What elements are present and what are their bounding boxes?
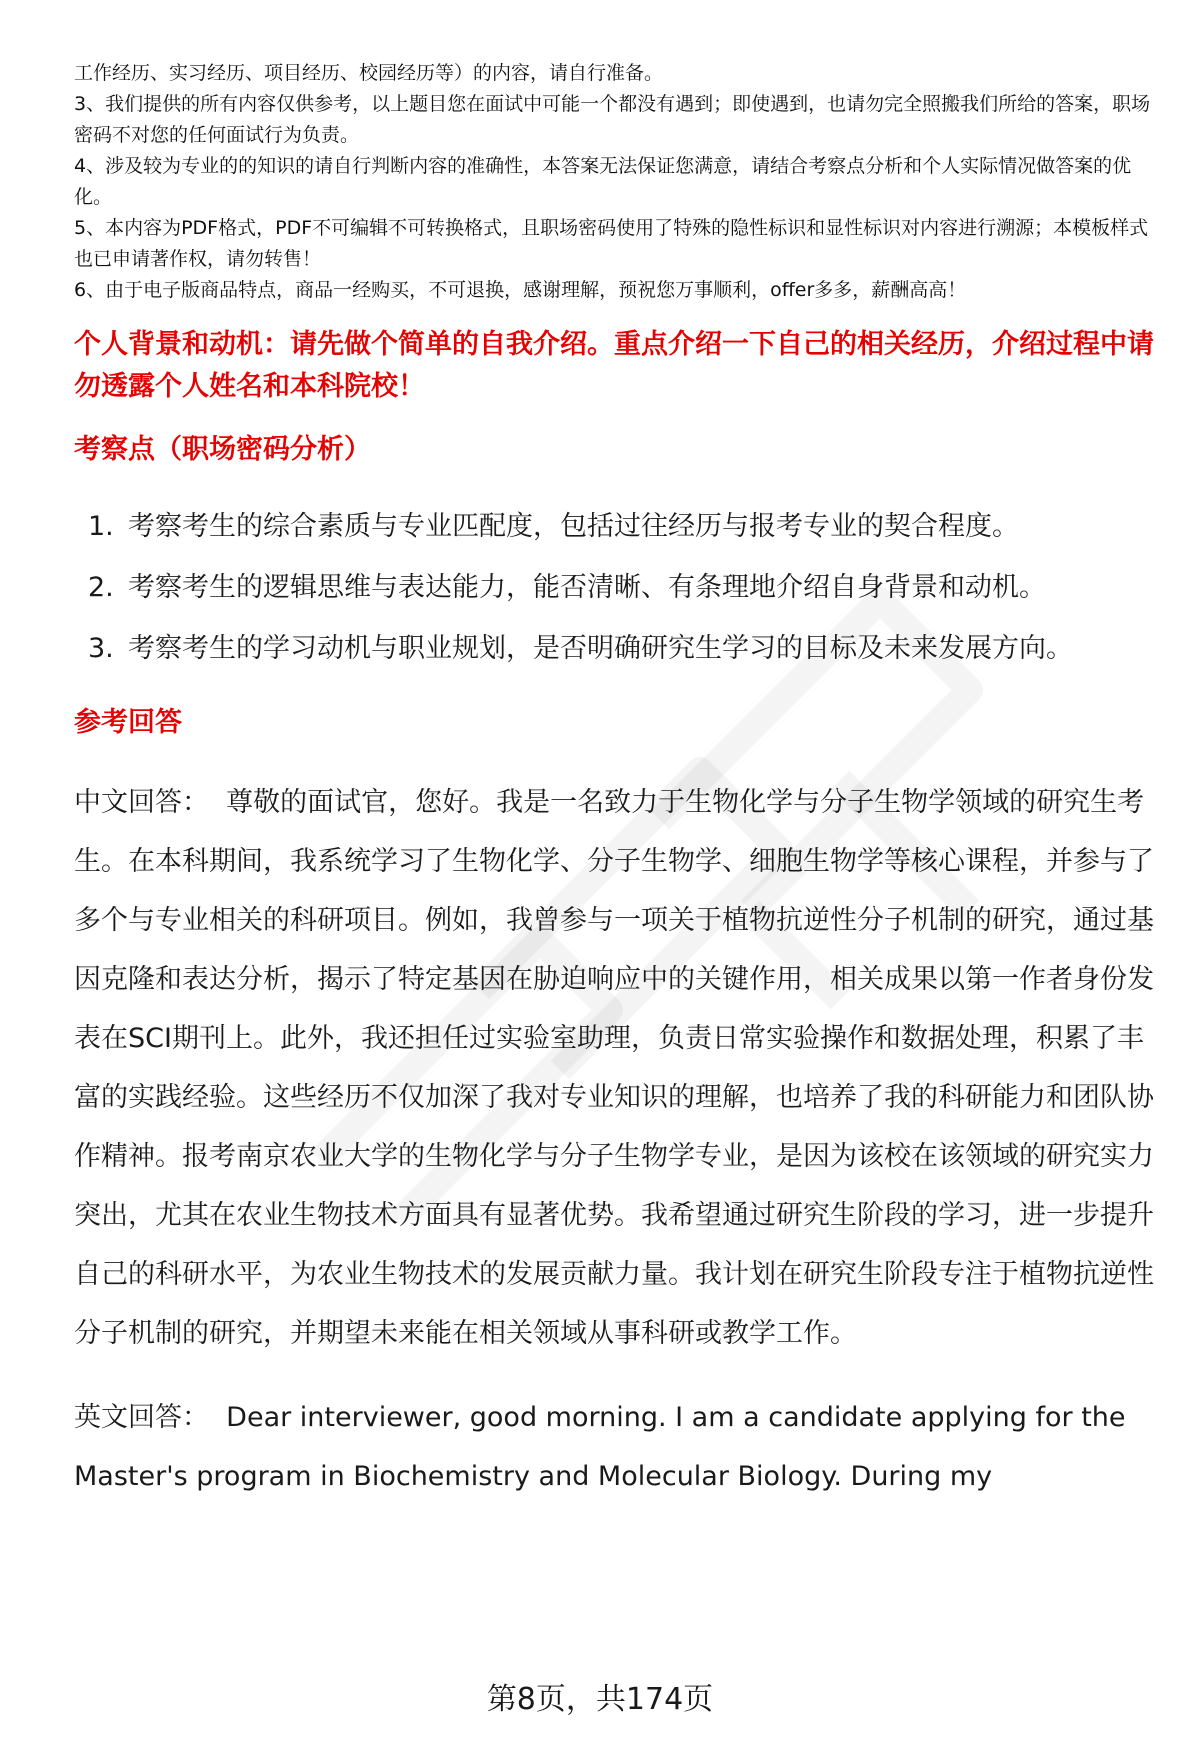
list-item-number: 3. — [88, 633, 114, 664]
list-item — [74, 496, 1154, 557]
notice-line: 工作经历、实习经历、项目经历、校园经历等）的内容，请自行准备。 — [74, 62, 664, 84]
chinese-answer-label: 中文回答： — [74, 787, 209, 818]
page-number: 第8页，共174页 — [486, 1682, 714, 1717]
question-title: 个人背景和动机：请先做个简单的自我介绍。重点介绍一下自己的相关经历，介绍过程中请勿透露个人姓名和本科院校！ — [74, 329, 1154, 402]
notice-line: 6、由于电子版商品特点，商品一经购买，不可退换，感谢理解，预祝您万事顺利，offer多多，薪酬高高！ — [74, 279, 967, 301]
chinese-answer-text: 尊敬的面试官，您好。我是一名致力于生物化学与分子生物学领域的研究生考生。在本科期间，我系统学习了生物化学、分子生物学、细胞生物学等核心课程，并参与了多个与专业相关的科研项目。例如，我曾参与一项关于植物抗逆性分子机制的研究，通过基因克隆和表达分析，揭示了特定基因在胁迫响应中的关键作用，相关成果以第一作者身份发表在SCI期刊上。此外，我还担任过实验室助理，负责日常实验操作和数据处理，积累了丰富的实践经验。这些经历不仅加深了我对专业知识的理解，也培养了我的科研能力和团队协作精神。报考南京农业大学的生物化学与分子生物学专业，是因为该校在该领域的研究实力突出，尤其在农业生物技术方面具有显著优势。我希望通过研究生阶段的学习，进一步提升自己的科研水平，为农业生物技术的发展贡献力量。我计划在研究生阶段专注于植物抗逆性分子机制的研究，并期望未来能在相关领域从事科研或教学工作。 — [74, 787, 1154, 1349]
list-item-text: 考察考生的学习动机与职业规划，是否明确研究生学习的目标及未来发展方向。 — [128, 633, 1073, 664]
chinese-answer-paragraph — [74, 773, 1154, 1363]
list-item — [74, 618, 1154, 679]
list-item-number: 1. — [88, 511, 114, 542]
analysis-points-list — [74, 496, 1154, 679]
notice-line: 3、我们提供的所有内容仅供参考，以上题目您在面试中可能一个都没有遇到；即使遇到，也请勿完全照搬我们所给的答案，职场密码不对您的任何面试行为负责。 — [74, 93, 1151, 146]
english-answer-text: Dear interviewer, good morning. I am a candidate applying for the Master's program in Biochemistry and Molecular Biology. During my — [74, 1402, 1126, 1492]
english-answer-label: 英文回答： — [74, 1402, 209, 1433]
document-page — [74, 58, 1154, 1506]
answer-heading: 参考回答 — [74, 707, 182, 738]
english-answer-paragraph — [74, 1388, 1154, 1506]
list-item — [74, 557, 1154, 618]
notice-line: 4、涉及较为专业的的知识的请自行判断内容的准确性，本答案无法保证您满意，请结合考察点分析和个人实际情况做答案的优化。 — [74, 155, 1132, 208]
notice-block — [74, 58, 1154, 306]
list-item-text: 考察考生的综合素质与专业匹配度，包括过往经历与报考专业的契合程度。 — [128, 511, 1019, 542]
list-item-number: 2. — [88, 572, 114, 603]
notice-line: 5、本内容为PDF格式，PDF不可编辑不可转换格式，且职场密码使用了特殊的隐性标识和显性标识对内容进行溯源；本模板样式也已申请著作权，请勿转售！ — [74, 217, 1149, 270]
list-item-text: 考察考生的逻辑思维与表达能力，能否清晰、有条理地介绍自身背景和动机。 — [128, 572, 1046, 603]
analysis-heading: 考察点（职场密码分析） — [74, 434, 371, 465]
